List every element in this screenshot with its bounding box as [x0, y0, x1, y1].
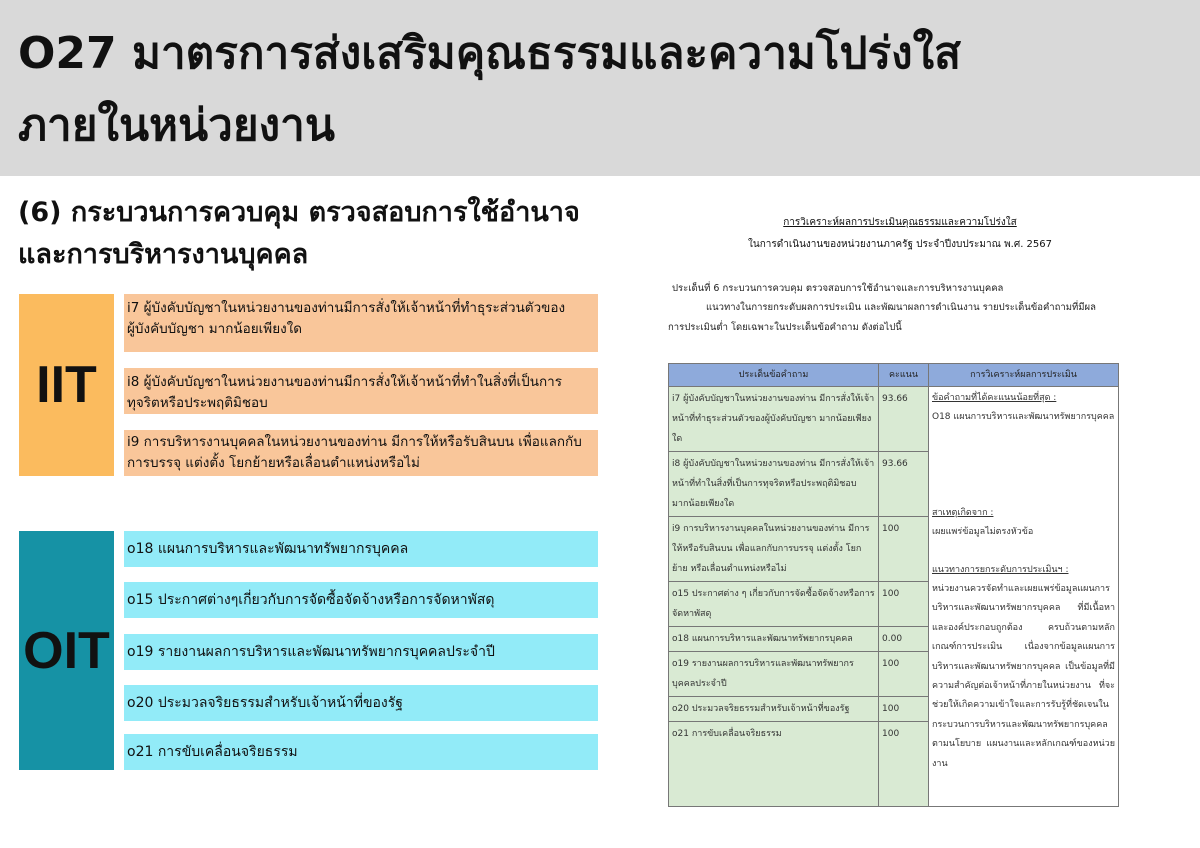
row-score: 100 [879, 652, 929, 697]
iit-item-i7 [124, 294, 598, 352]
analysis-lowest-item: O18 แผนการบริหารและพัฒนาทรัพยากรบุคคล [932, 412, 1115, 423]
iit-item-i8 [124, 368, 598, 414]
row-question: i9 การบริหารงานบุคคลในหน่วยงานของท่าน มีการให้หรือรับสินบน เพื่อแลกกับการบรรจุ แต่งตั้ง โยกย้าย หรือเลื่อนตำแหน่งหรือไม่ [669, 517, 879, 582]
row-score: 100 [879, 722, 929, 807]
iit-label-box [19, 294, 114, 476]
section-heading-line-1: (6) กระบวนการควบคุม ตรวจสอบการใช้อำนาจ [18, 197, 580, 228]
table-row [669, 387, 1119, 452]
doc-title: การวิเคราะห์ผลการประเมินคุณธรรมและความโปร่งใส [783, 217, 1017, 228]
page-title-line-2: ภายในหน่วยงาน [18, 100, 335, 151]
row-question: o20 ประมวลจริยธรรมสำหรับเจ้าหน้าที่ของรัฐ [669, 697, 879, 722]
iit-item-i9 [124, 430, 598, 476]
oit-item-o18-text: o18 แผนการบริหารและพัฒนาทรัพยากรบุคคล [127, 540, 409, 557]
oit-item-o15 [124, 582, 598, 618]
oit-item-o21 [124, 734, 598, 770]
row-score: 93.66 [879, 387, 929, 452]
row-score: 93.66 [879, 452, 929, 517]
analysis-document [640, 200, 1160, 820]
doc-subtitle: ในการดำเนินงานของหน่วยงานภาครัฐ ประจำปีงบประมาณ พ.ศ. 2567 [747, 239, 1053, 250]
oit-item-o20 [124, 685, 598, 721]
iit-item-i8-line-1: i8 ผู้บังคับบัญชาในหน่วยงานของท่านมีการสั่งให้เจ้าหน้าที่ทำในสิ่งที่เป็นการ [127, 374, 562, 390]
row-question: o15 ประกาศต่าง ๆ เกี่ยวกับการจัดซื้อจัดจ้างหรือการจัดหาพัสดุ [669, 582, 879, 627]
analysis-heading-guideline: แนวทางการยกระดับการประเมินฯ : [932, 564, 1069, 575]
row-question: o19 รายงานผลการบริหารและพัฒนาทรัพยากรบุคคลประจำปี [669, 652, 879, 697]
row-score: 100 [879, 697, 929, 722]
doc-para-line-2: การประเมินต่ำ โดยเฉพาะในประเด็นข้อคำถาม ดังต่อไปนี้ [668, 322, 902, 333]
oit-label-box [19, 531, 114, 770]
analysis-cell [929, 387, 1119, 807]
page-title [18, 18, 1178, 162]
row-score: 0.00 [879, 627, 929, 652]
oit-item-o19 [124, 634, 598, 670]
header-band [0, 0, 1200, 176]
iit-label: IIT [36, 356, 97, 414]
analysis-guideline: หน่วยงานควรจัดทำและเผยแพร่ข้อมูลแผนการบริหารและพัฒนาทรัพยากรบุคคล ที่มีเนื้อหาและองค์ประกอบถูกต้อง ครบถ้วนตามหลักเกณฑ์การประเมิน เนื่องจากข้อมูลแผนการบริหารและพัฒนาทรัพยากรบุคคล เป็นข้อมูลที่มีความสำคัญต่อเจ้าหน้าที่ภายในหน่วยงาน ที่จะช่วยให้เกิดความเข้าใจและการรับรู้ที่ชัดเจนในกระบวนการบริหารและพัฒนาทรัพยากรบุคคล ตามนโยบาย แผนงานและหลักเกณฑ์ของหน่วยงาน [932, 584, 1115, 769]
doc-issue: ประเด็นที่ 6 กระบวนการควบคุม ตรวจสอบการใช้อำนาจและการบริหารงานบุคคล [672, 283, 1004, 294]
section-heading [18, 192, 608, 276]
row-question: i7 ผู้บังคับบัญชาในหน่วยงานของท่าน มีการสั่งให้เจ้าหน้าที่ทำธุระส่วนตัวของผู้บังคับบัญชา มากน้อยเพียงใด [669, 387, 879, 452]
analysis-heading-cause: สาเหตุเกิดจาก : [932, 507, 994, 518]
iit-item-i9-line-1: i9 การบริหารงานบุคคลในหน่วยงานของท่าน มีการให้หรือรับสินบน เพื่อแลกกับ [127, 434, 582, 450]
iit-item-i8-line-2: ทุจริตหรือประพฤติมิชอบ [127, 395, 268, 411]
iit-item-i9-line-2: การบรรจุ แต่งตั้ง โยกย้ายหรือเลื่อนตำแหน่งหรือไม่ [127, 455, 420, 471]
section-heading-line-2: และการบริหารงานบุคคล [18, 239, 309, 270]
oit-item-o15-text: o15 ประกาศต่างๆเกี่ยวกับการจัดซื้อจัดจ้างหรือการจัดหาพัสดุ [127, 591, 495, 608]
table-header-row [669, 364, 1119, 387]
oit-item-o19-text: o19 รายงานผลการบริหารและพัฒนาทรัพยากรบุคคลประจำปี [127, 643, 495, 660]
row-question: i8 ผู้บังคับบัญชาในหน่วยงานของท่าน มีการสั่งให้เจ้าหน้าที่ทำในสิ่งที่เป็นการทุจริตหรือประพฤติมิชอบ มากน้อยเพียงใด [669, 452, 879, 517]
col-header-score: คะแนน [879, 364, 929, 387]
page-title-line-1: O27 มาตรการส่งเสริมคุณธรรมและความโปร่งใส [18, 28, 961, 79]
analysis-table [668, 363, 1119, 807]
oit-item-o20-text: o20 ประมวลจริยธรรมสำหรับเจ้าหน้าที่ของรัฐ [127, 694, 404, 711]
iit-item-i7-line-2: ผู้บังคับบัญชา มากน้อยเพียงใด [127, 321, 303, 337]
analysis-cause: เผยแพร่ข้อมูลไม่ตรงหัวข้อ [932, 527, 1034, 538]
row-question: o21 การขับเคลื่อนจริยธรรม [669, 722, 879, 807]
row-score: 100 [879, 582, 929, 627]
row-score: 100 [879, 517, 929, 582]
oit-item-o18 [124, 531, 598, 567]
row-question: o18 แผนการบริหารและพัฒนาทรัพยากรบุคคล [669, 627, 879, 652]
oit-item-o21-text: o21 การขับเคลื่อนจริยธรรม [127, 743, 298, 760]
analysis-heading-lowest: ข้อคำถามที่ได้คะแนนน้อยที่สุด : [932, 393, 1057, 403]
oit-label: OIT [23, 621, 110, 680]
iit-item-i7-line-1: i7 ผู้บังคับบัญชาในหน่วยงานของท่านมีการสั่งให้เจ้าหน้าที่ทำธุระส่วนตัวของ [127, 300, 566, 316]
col-header-analysis: การวิเคราะห์ผลการประเมิน [929, 364, 1119, 387]
col-header-question: ประเด็นข้อคำถาม [669, 364, 879, 387]
doc-para-line-1: แนวทางในการยกระดับผลการประเมิน และพัฒนาผลการดำเนินงาน รายประเด็นข้อคำถามที่มีผล [706, 302, 1096, 313]
